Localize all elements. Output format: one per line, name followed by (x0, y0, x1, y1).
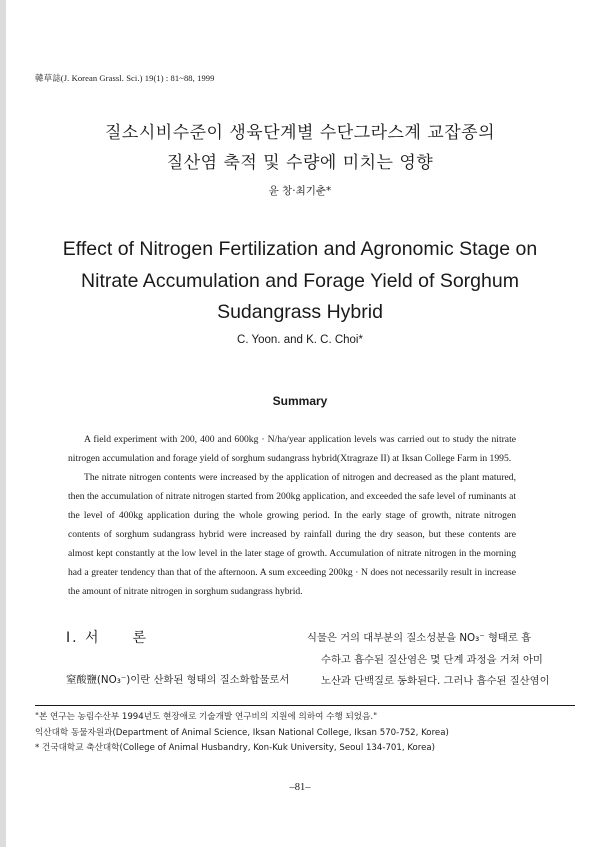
korean-authors: 윤 창·최기춘* (268, 185, 332, 197)
intro-right-line-3: 노산과 단백질로 동화된다. 그러나 흡수된 질산염이 (321, 675, 550, 687)
intro-right-column (307, 628, 550, 693)
korean-title-line-2: 질산염 축적 및 수량에 미치는 영향 (166, 153, 434, 173)
page-number: –81– (289, 782, 311, 793)
english-authors: C. Yoon. and K. C. Choi* (237, 334, 363, 346)
summary-body (68, 430, 516, 601)
summary-heading: Summary (272, 394, 328, 408)
english-title-line-3: Sudangrass Hybrid (217, 301, 383, 323)
english-title-line-2: Nitrate Accumulation and Forage Yield of Sorghum (81, 270, 519, 292)
footnote-divider (35, 705, 575, 706)
footnote-affiliation-1: 익산대학 동물자원과(Department of Animal Science, Iksan National College, Iksan 570-752, Korea) (35, 727, 449, 738)
summary-paragraph-1: A field experiment with 200, 400 and 600kg · N/ha/year application levels was carried out to study the nitrate nitrogen accumulation and forage yield of sorghum sudangrass hybrid(Xtragraze II) at Iksan College Farm in 1995. (68, 434, 516, 464)
journal-header: 韓草誌(J. Korean Grassl. Sci.) 19(1) : 81~88, 1999 (35, 73, 215, 83)
intro-right-line-1: 식물은 거의 대부분의 질소성분을 NO₃⁻ 형태로 흡 (307, 632, 532, 644)
footnote-affiliation-2: * 건국대학교 축산대학(College of Animal Husbandry, Kon-Kuk University, Seoul 134-701, Korea) (35, 743, 436, 753)
section-heading-introduction: I. 서 론 (66, 630, 149, 646)
korean-title-line-1: 질소시비수준이 생육단계별 수단그라스계 교잡종의 (105, 123, 495, 143)
intro-right-line-2: 수하고 흡수된 질산염은 몇 단계 과정을 거쳐 아미 (321, 653, 543, 666)
footnote-funding: "본 연구는 농림수산부 1994년도 현장애로 기술개발 연구비의 지원에 의하여 수행 되었음." (35, 712, 378, 722)
summary-paragraph-2: The nitrate nitrogen contents were increased by the application of nitrogen and decreased as the plant matured, then the accumulation of nitrate nitrogen started from 200kg application, and exceeded the safe level of ruminants at the level of 400kg application during the whole growing period. In the early stage of growth, nitrate nitrogen contents of sorghum sudangrass hybrid were increased by rainfall during the dry season, but these contents are almost kept constantly at the low level in the later stage of growth. Accumulation of nitrate nitrogen in the morning had a greater tendency than that of the afternoon. A sum exceeding 200kg · N does not necessarily result in increase the amount of nitrate nitrogen in sorghum sudangrass hybrid. (68, 472, 516, 597)
english-title-line-1: Effect of Nitrogen Fertilization and Agronomic Stage on (62, 238, 538, 260)
intro-left-column-line: 窒酸鹽(NO₃⁻)이란 산화된 형태의 질소화합물로서 (66, 674, 290, 686)
footnotes (35, 710, 595, 757)
